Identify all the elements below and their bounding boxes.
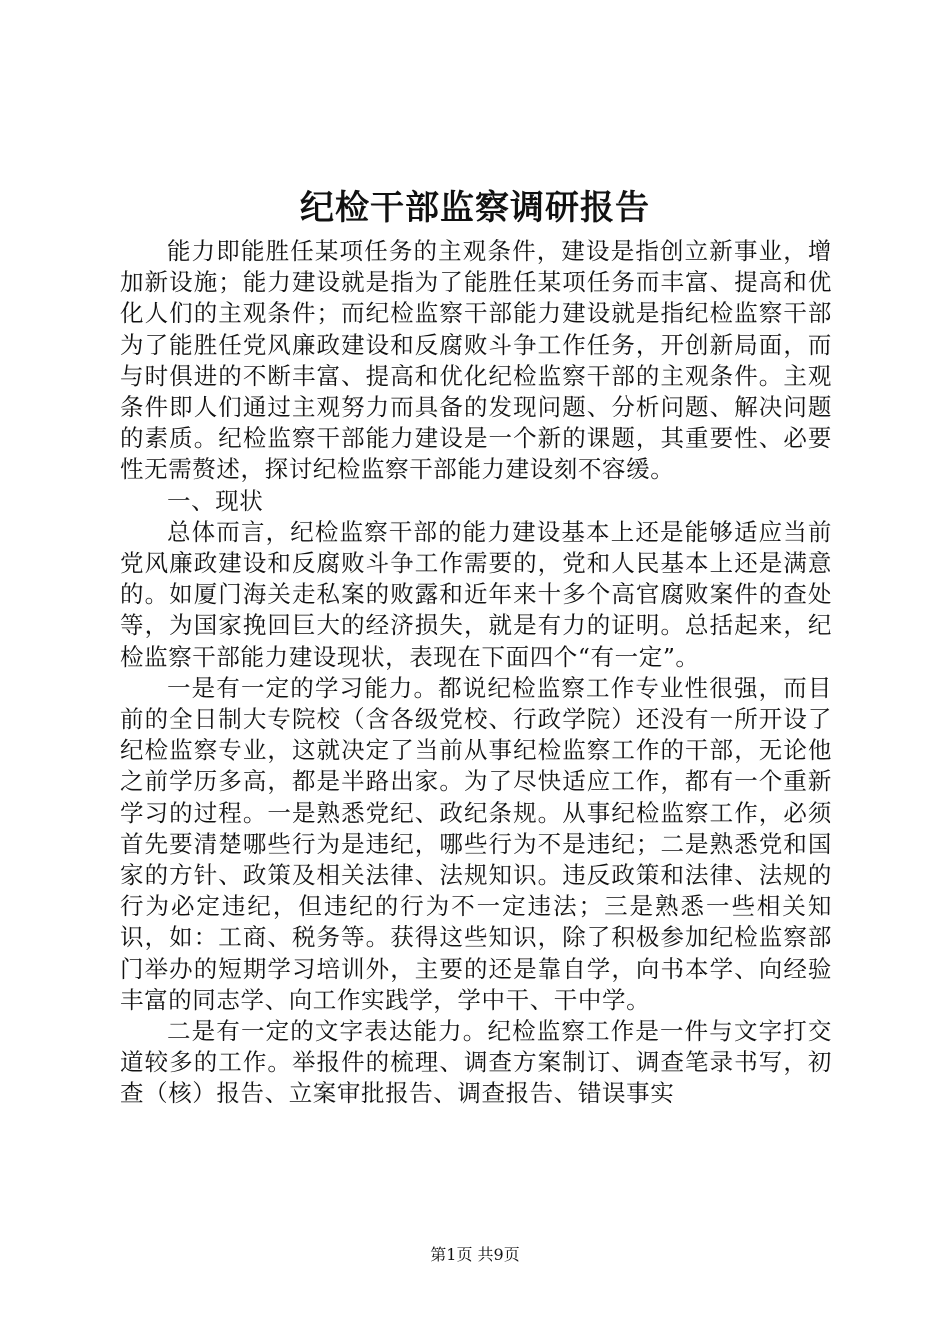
document-title: 纪检干部监察调研报告 <box>300 188 650 228</box>
paragraph-overview: 总体而言，纪检监察干部的能力建设基本上还是能够适应当前党风廉政建设和反腐败斗争工作需要的，党和人民基本上还是满意的。如厦门海关走私案的败露和近年来十多个高官腐败案件的查处等，为国家挽回巨大的经济损失，就是有力的证明。总括起来，纪检监察干部能力建设现状，表现在下面四个“有一定”。 <box>120 517 832 671</box>
paragraph-intro: 能力即能胜任某项任务的主观条件，建设是指创立新事业，增加新设施；能力建设就是指为了能胜任某项任务而丰富、提高和优化人们的主观条件；而纪检监察干部能力建设就是指纪检监察干部为了能胜任党风廉政建设和反腐败斗争工作任务，开创新局面，而与时俱进的不断丰富、提高和优化纪检监察干部的主观条件。主观条件即人们通过主观努力而具备的发现问题、分析问题、解决问题的素质。纪检监察干部能力建设是一个新的课题，其重要性、必要性无需赘述，探讨纪检监察干部能力建设刻不容缓。 <box>120 237 832 484</box>
section-heading-status: 一、现状 <box>167 486 264 515</box>
paragraph-learning-ability: 一是有一定的学习能力。都说纪检监察工作专业性很强，而目前的全日制大专院校（含各级党校、行政学院）还没有一所开设了纪检监察专业，这就决定了当前从事纪检监察工作的干部，无论他之前学历多高，都是半路出家。为了尽快适应工作，都有一个重新学习的过程。一是熟悉党纪、政纪条规。从事纪检监察工作，必须首先要清楚哪些行为是违纪，哪些行为不是违纪；二是熟悉党和国家的方针、政策及相关法律、法规知识。违反政策和法律、法规的行为必定违纪，但违纪的行为不一定违法；三是熟悉一些相关知识，如：工商、税务等。获得这些知识，除了积极参加纪检监察部门举办的短期学习培训外，主要的还是靠自学，向书本学、向经验丰富的同志学、向工作实践学，学中干、干中学。 <box>120 673 832 1014</box>
document-body <box>120 236 832 1110</box>
page-number-footer: 第1页 共9页 <box>430 1245 520 1264</box>
paragraph-writing-ability: 二是有一定的文字表达能力。纪检监察工作是一件与文字打交道较多的工作。举报件的梳理、调查方案制订、调查笔录书写，初查（核）报告、立案审批报告、调查报告、错误事实 <box>120 1017 832 1108</box>
